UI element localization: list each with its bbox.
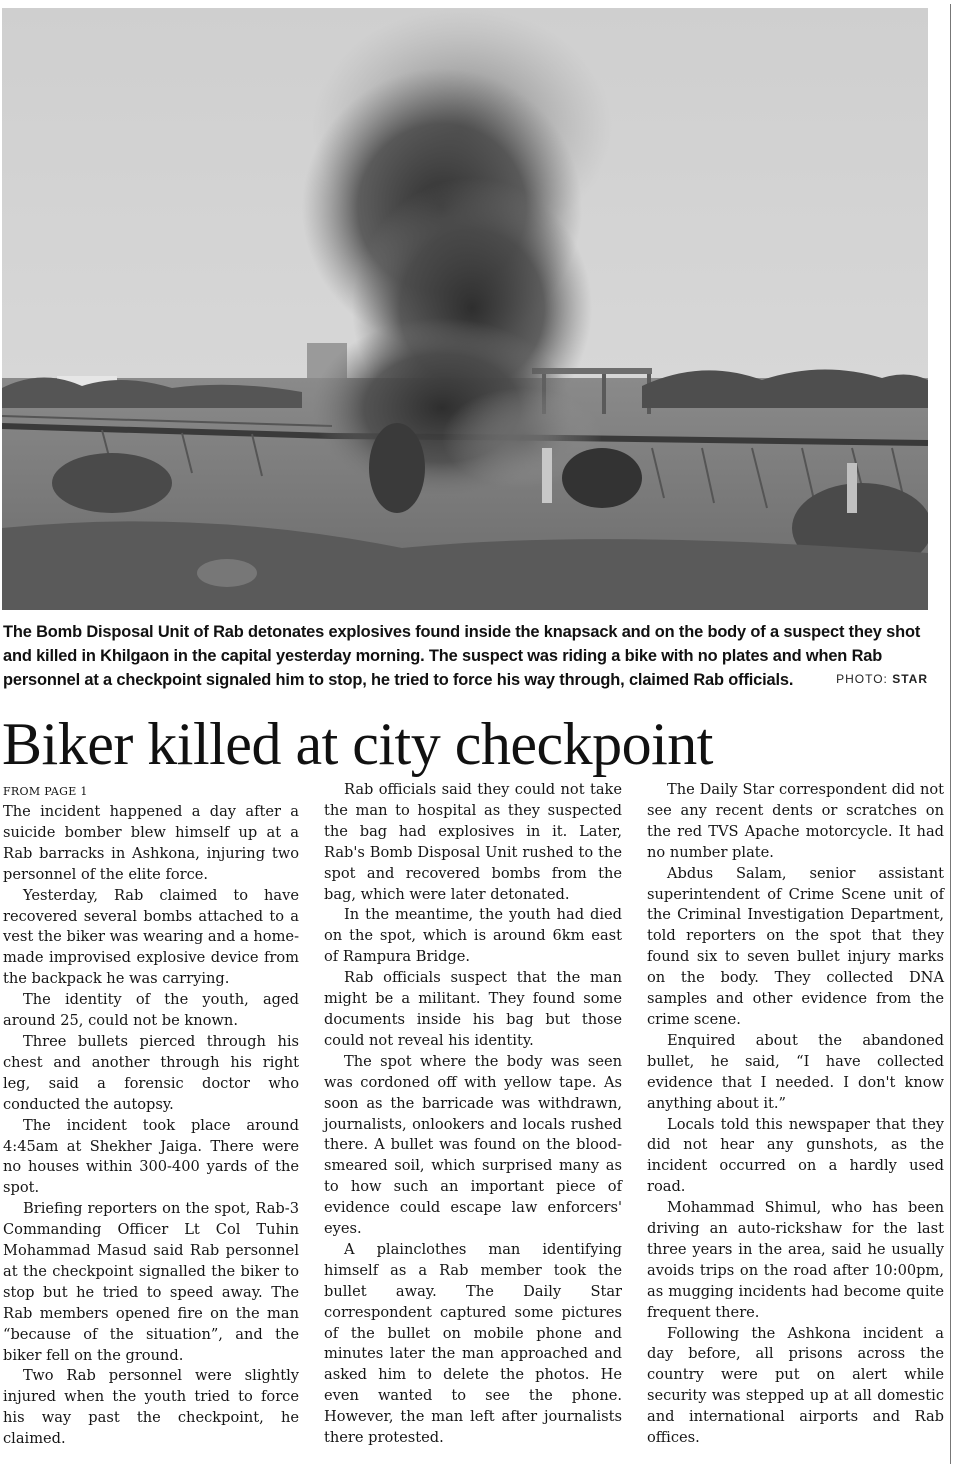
photo-credit-label: PHOTO: [836, 672, 888, 686]
paragraph: The Daily Star correspondent did not see any recent dents or scratches on the red TVS Apache motorcycle. It had no number plate. [647, 781, 944, 861]
article-column-3 [647, 780, 944, 1449]
paragraph: Abdus Salam, senior assistant superintendent of Crime Scene unit of the Criminal Investigation Department, told reporters on the spot that they found six to seven bullet injury marks on the body. They collected DNA samples and other evidence from the crime scene. [647, 864, 944, 1028]
photo-credit-name: STAR [892, 672, 928, 686]
paragraph: The incident happened a day after a suicide bomber blew himself up at a Rab barracks in Ashkona, injuring two personnel of the elite force. [3, 803, 299, 883]
news-photo [2, 8, 928, 610]
paragraph: Yesterday, Rab claimed to have recovered several bombs attached to a vest the biker was wearing and a home-made improvised explosive device from the backpack he was carrying. [3, 886, 299, 988]
paragraph: Enquired about the abandoned bullet, he said, “I have collected evidence that I needed. I don't know anything about it.” [647, 1031, 944, 1112]
paragraph: Rab officials said they could not take the man to hospital as they suspected the bag had explosives in it. Later, Rab's Bomb Disposal Unit rushed to the spot and recovered bombs from the bag, which were later detonated. [324, 781, 622, 903]
photo-credit [836, 672, 928, 686]
paragraph: The spot where the body was seen was cordoned off with yellow tape. As soon as the barricade was withdrawn, journalists, onlookers and locals rushed there. A bullet was found on the blood-smeared soil, which surprised many as to how such an important piece of evidence could escape law enforcers' eyes. [324, 1052, 622, 1238]
jump-line: FROM PAGE 1 [3, 785, 88, 798]
paragraph: Mohammad Shimul, who has been driving an auto-rickshaw for the last three years in the area, said he usually avoids trips on the road after 10:00pm, as mugging incidents had become quite frequent there. [647, 1199, 944, 1321]
paragraph: In the meantime, the youth had died on the spot, which is around 6km east of Rampura Bridge. [324, 906, 622, 966]
paragraph: Briefing reporters on the spot, Rab-3 Commanding Officer Lt Col Tuhin Mohammad Masud said Rab personnel at the checkpoint signalled the biker to stop but he tried to speed away. The Rab members opened fire on the man “because of the situation”, and the biker fell on the ground. [3, 1200, 299, 1364]
paragraph: Following the Ashkona incident a day before, all prisons across the country were put on alert while security was stepped up at all domestic and international airports and Rab offices. [647, 1324, 944, 1447]
photo-caption: The Bomb Disposal Unit of Rab detonates explosives found inside the knapsack and on the body of a suspect they shot and killed in Khilgaon in the capital yesterday morning. The suspect was riding a bike with no plates and when Rab personnel at a checkpoint signaled him to stop, he tried to force his way through, claimed Rab officials. [3, 623, 921, 689]
article-column-1 [3, 780, 299, 1450]
page-edge-rule [950, 4, 951, 1464]
paragraph: Locals told this newspaper that they did not hear any gunshots, as the incident occurred on a hardly used road. [647, 1115, 944, 1196]
paragraph: A plainclothes man identifying himself as a Rab member took the bullet away. The Daily Star correspondent captured some pictures of the bullet on mobile phone and minutes later the man approached and asked him to delete the photos. He even wanted to see the phone. However, the man left after journalists there protested. [324, 1240, 622, 1447]
paragraph: Rab officials suspect that the man might be a militant. They found some documents inside his bag but those could not reveal his identity. [324, 969, 622, 1049]
paragraph: Three bullets pierced through his chest and another through his right leg, said a forensic doctor who conducted the autopsy. [3, 1032, 299, 1113]
explosion-photo-illustration [2, 8, 928, 610]
paragraph: The identity of the youth, aged around 25, could not be known. [3, 991, 299, 1030]
paragraph: Two Rab personnel were slightly injured when the youth tried to force his way past the checkpoint, he claimed. [3, 1367, 299, 1448]
headline: Biker killed at city checkpoint [2, 711, 713, 777]
paragraph: The incident took place around 4:45am at Shekher Jaiga. There were no houses within 300-400 yards of the spot. [3, 1116, 299, 1197]
article-column-2 [324, 780, 622, 1449]
